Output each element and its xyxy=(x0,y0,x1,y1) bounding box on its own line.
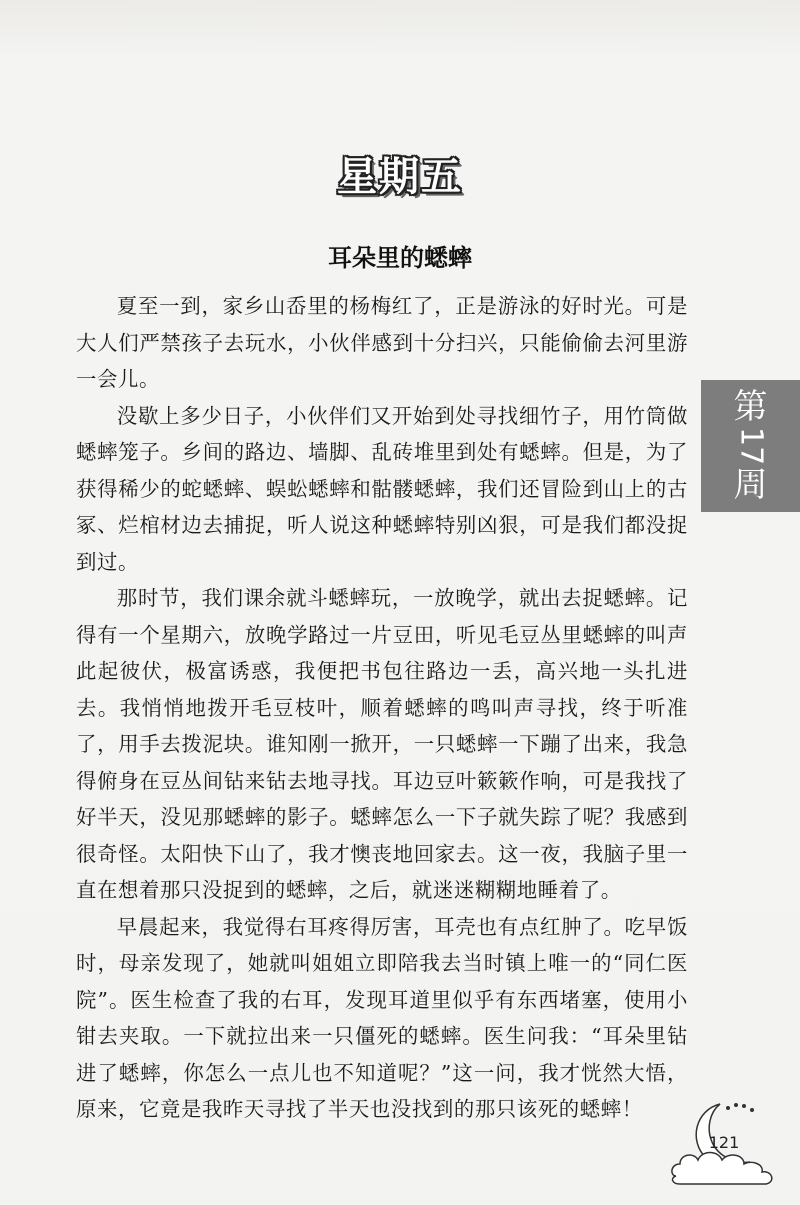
day-title: 星期五 xyxy=(337,154,463,200)
paragraph-2: 没歇上多少日子，小伙伴们又开始到处寻找细竹子，用竹筒做蟋蟀笼子。乡间的路边、墙脚、乱砖堆里到处有蟋蟀。但是，为了获得稀少的蛇蟋蟀、蜈蚣蟋蟀和骷髅蟋蟀，我们还冒险到山上的古冢、烂棺材边去捕捉，听人说这种蟋蟀特别凶狠，可是我们都没捉到过。 xyxy=(76,403,688,574)
paragraph-3: 那时节，我们课余就斗蟋蟀玩，一放晚学，就出去捉蟋蟀。记得有一个星期六，放晚学路过一片豆田，听见毛豆丛里蟋蟀的叫声此起彼伏，极富诱惑，我便把书包往路边一丢，高兴地一头扎进去。我悄悄地拨开毛豆枝叶，顺着蟋蟀的鸣叫声寻找，终于听准了，用手去拨泥块。谁知刚一掀开，一只蟋蟀一下蹦了出来，我急得俯身在豆丛间钻来钻去地寻找。耳边豆叶簌簌作响，可是我找了好半天，没见那蟋蟀的影子。蟋蟀怎么一下子就失踪了呢？我感到很奇怪。太阳快下山了，我才懊丧地回家去。这一夜，我脑子里一直在想着那只没捉到的蟋蟀，之后，就迷迷糊糊地睡着了。 xyxy=(76,586,688,902)
page-number: 121 xyxy=(708,1133,740,1152)
week-tab-number: 17 xyxy=(733,426,769,466)
week-tab-suffix: 周 xyxy=(733,465,768,506)
article-title: 耳朵里的蟋蟀 xyxy=(328,244,472,272)
paragraph-1: 夏至一到，家乡山岙里的杨梅红了，正是游泳的好时光。可是大人们严禁孩子去玩水，小伙伴感到十分扫兴，只能偷偷去河里游一会儿。 xyxy=(76,294,688,391)
paragraph-4: 早晨起来，我觉得右耳疼得厉害，耳壳也有点红肿了。吃早饭时，母亲发现了，她就叫姐姐立即陪我去当时镇上唯一的“同仁医院”。医生检查了我的右耳，发现耳道里似乎有东西堵塞，使用小钳去夹取。一下就拉出来一只僵死的蟋蟀。医生问我：“耳朵里钻进了蟋蟀，你怎么一点儿也不知道呢？”这一问，我才恍然大悟，原来，它竟是我昨天寻找了半天也没找到的那只该死的蟋蟀！ xyxy=(76,914,688,1121)
article-body xyxy=(76,288,688,1128)
week-tab-prefix: 第 xyxy=(733,386,768,427)
week-tab xyxy=(701,380,800,512)
